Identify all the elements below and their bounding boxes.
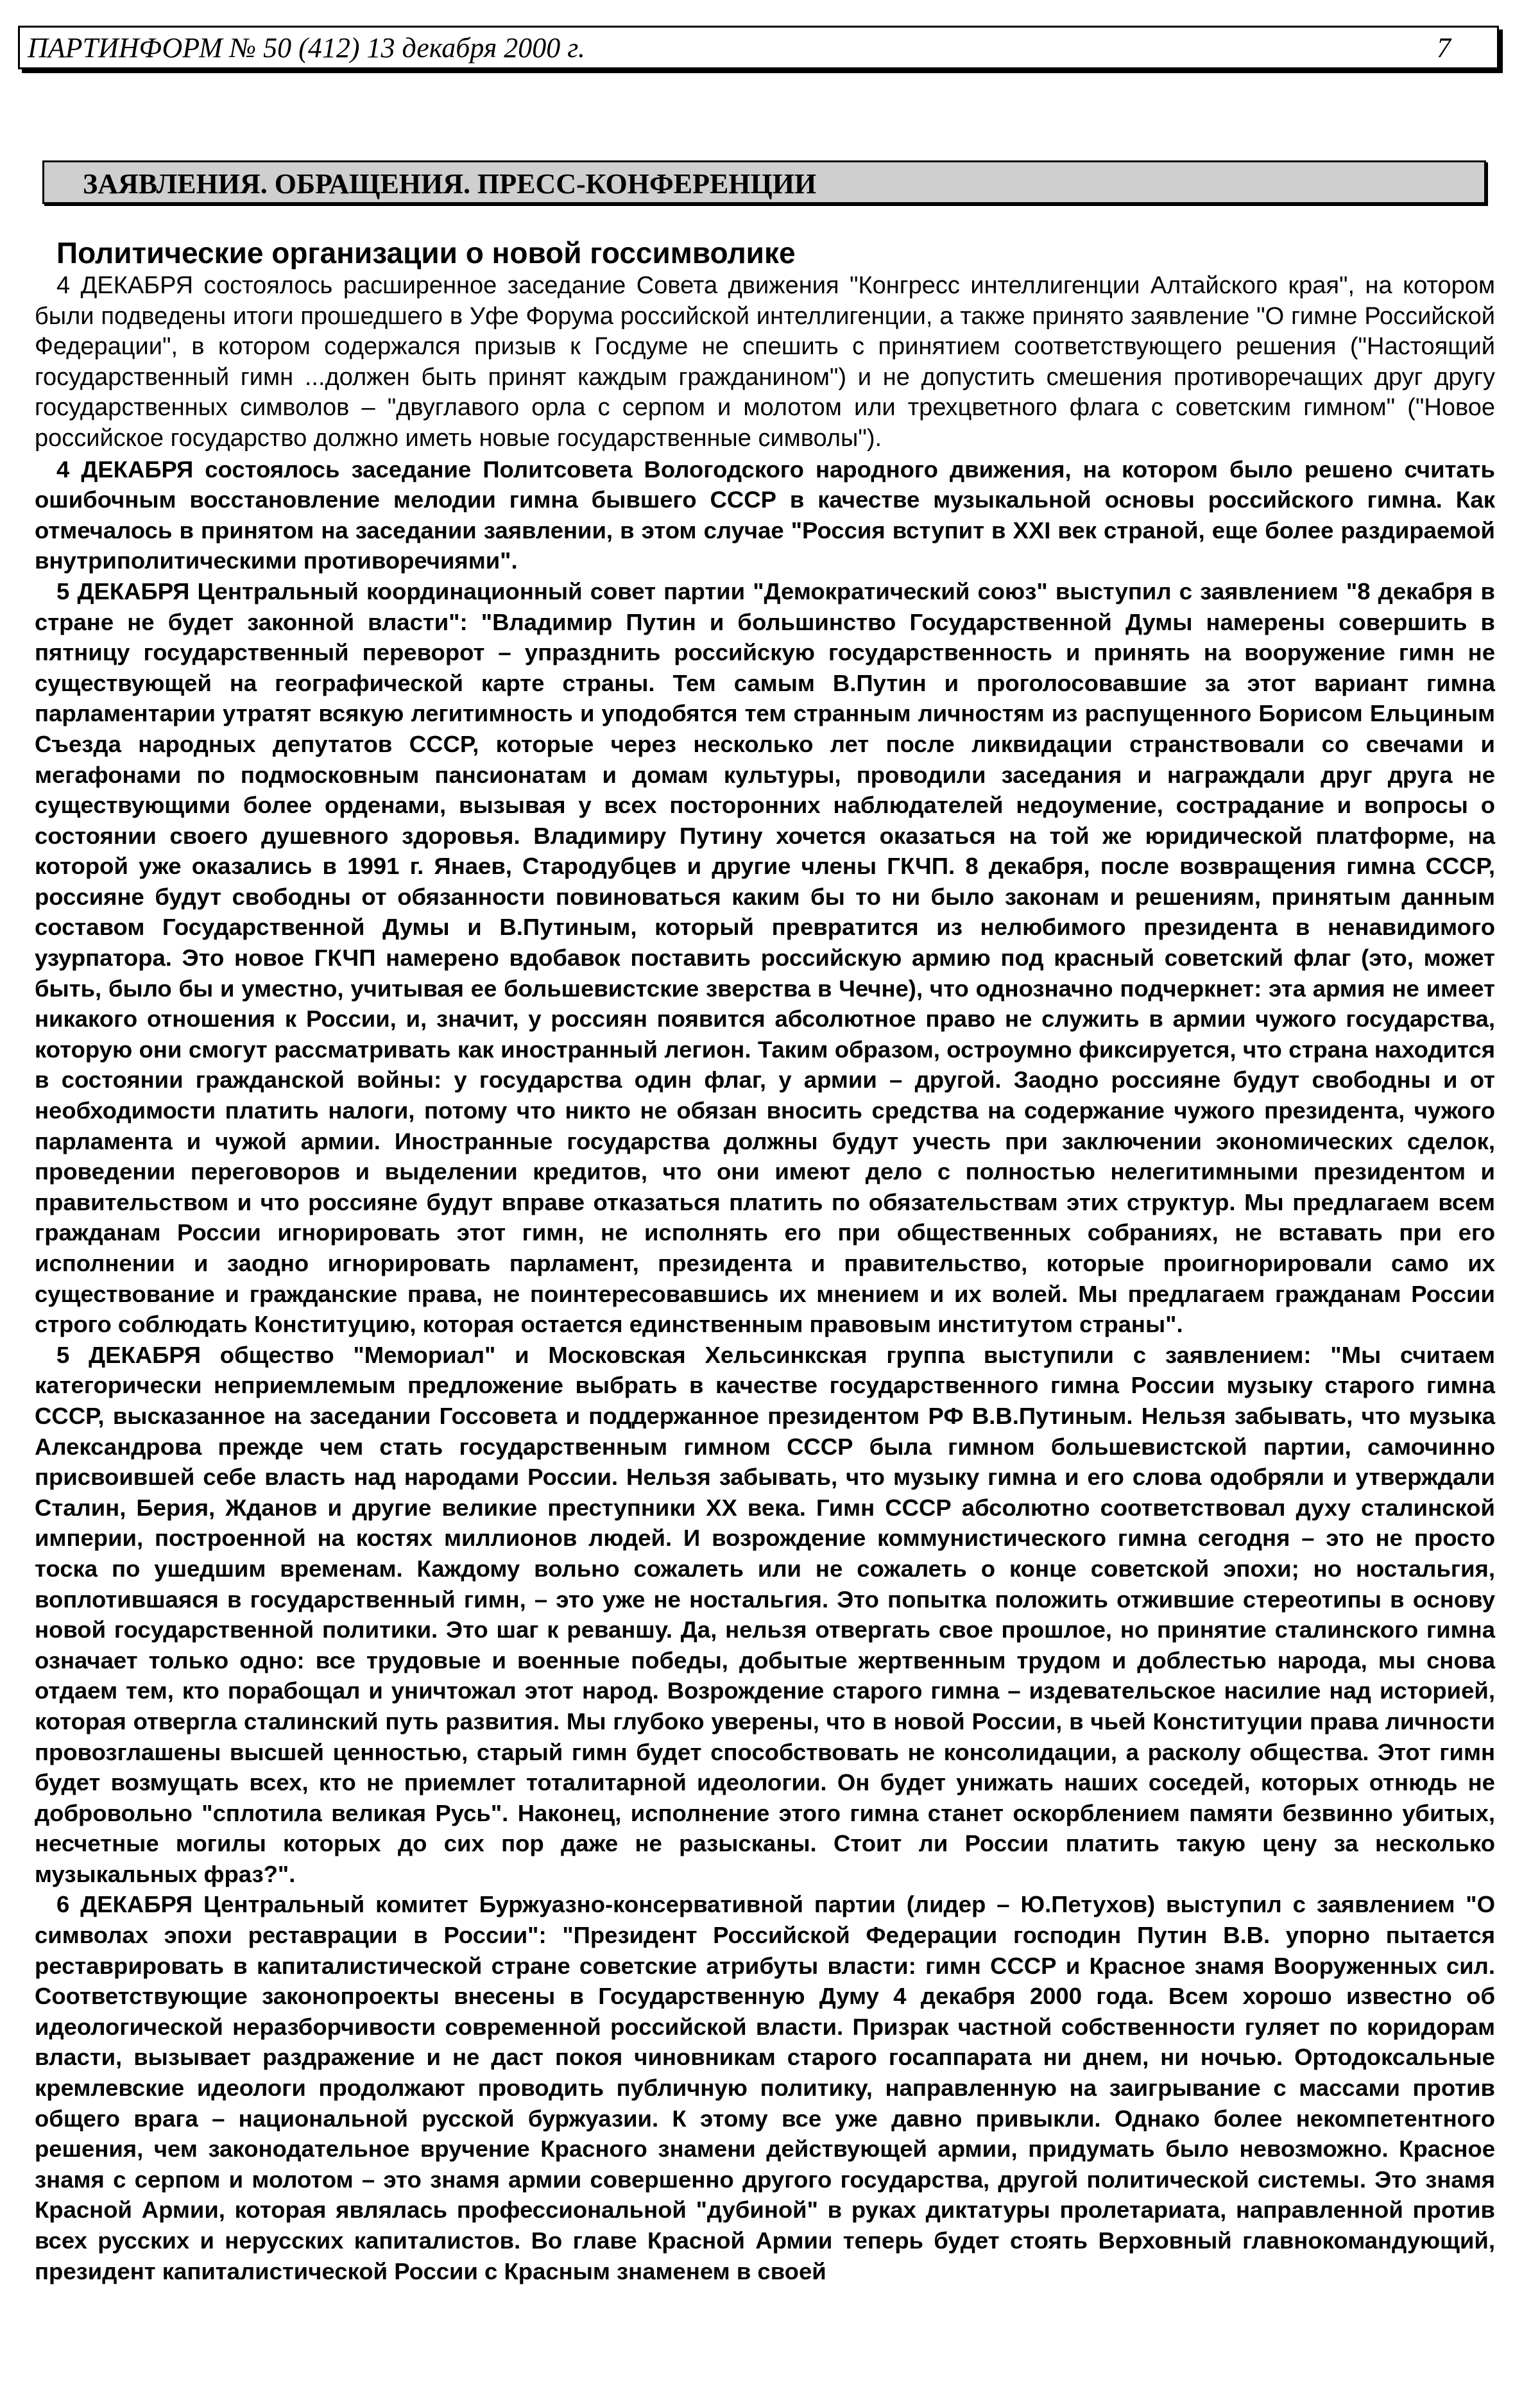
paragraph: 4 ДЕКАБРЯ состоялось заседание Политсовета Вологодского народного движения, на котором было решено считать ошибочным восстановление мелодии гимна бывшего СССР в качестве музыкальной основы российского гимна. Как отмечалось в принятом на заседании заявлении, в этом случае "Россия вступит в XXI век страной, еще более раздираемой внутриполитическими противоречиями".	[35, 456, 1495, 574]
section-title: ЗАЯВЛЕНИЯ. ОБРАЩЕНИЯ. ПРЕСС-КОНФЕРЕНЦИИ	[83, 168, 817, 200]
article	[35, 235, 1495, 2286]
paragraph: 5 ДЕКАБРЯ общество "Мемориал" и Московская Хельсинкская группа выступили с заявлением: "Мы считаем категорически неприемлемым предложение выбрать в качестве государственного гимна России музыку старого гимна СССР, высказанное на заседании Госсовета и поддержанное президентом РФ В.В.Путиным. Нельзя забывать, что музыка Александрова прежде чем стать государственным гимном СССР была гимном большевистской партии, самочинно присвоившей себе власть над народами России. Нельзя забывать, что музыку гимна и его слова одобряли и утверждали Сталин, Берия, Жданов и другие великие преступники XX века. Гимн СССР абсолютно соответствовал духу сталинской империи, построенной на костях миллионов людей. И возрождение коммунистического гимна сегодня – это не просто тоска по ушедшим временам. Каждому вольно сожалеть или не сожалеть о конце советской эпохи; но ностальгия, воплотившаяся в государственный гимн, – это уже не ностальгия. Это попытка положить отжившие стереотипы в основу новой государственной политики. Это шаг к реваншу. Да, нельзя отвергать свое прошлое, но принятие сталинского гимна означает только одно: все трудовые и военные победы, добытые жертвенным трудом и доблестью народа, мы снова отдаем тем, кто порабощал и уничтожал этот народ. Возрождение старого гимна – издевательское насилие над историей, которая отвергла сталинский путь развития. Мы глубоко уверены, что в новой России, в чьей Конституции права личности провозглашены высшей ценностью, старый гимн будет способствовать не консолидации, а расколу общества. Этот гимн будет возмущать всех, кто не приемлет тоталитарной идеологии. Он будет унижать наших соседей, которых отнюдь не добровольно "сплотила великая Русь". Наконец, исполнение этого гимна станет оскорблением памяти безвинно убитых, несчетные могилы которых до сих пор даже не разысканы. Стоит ли России платить такую цену за несколько музыкальных фраз?".	[35, 1341, 1495, 1887]
section-banner	[42, 160, 1486, 204]
publication-title: ПАРТИНФОРМ № 50 (412) 13 декабря 2000 г.	[28, 32, 585, 64]
page-header	[18, 26, 1499, 69]
paragraph: 4 ДЕКАБРЯ состоялось расширенное заседание Совета движения "Конгресс интеллигенции Алтайского края", на котором были подведены итоги прошедшего в Уфе Форума российской интеллигенции, а также принято заявление "О гимне Российской Федерации", в котором содержался призыв к Госдуме не спешить с принятием соответствующего решения ("Настоящий государственный гимн ...должен быть принят каждым гражданином") и не допустить смешения противоречащих друг другу государственных символов – "двуглавого орла с серпом и молотом или трехцветного флага с советским гимном" ("Новое российское государство должно иметь новые государственные символы").	[35, 272, 1495, 452]
paragraph: 5 ДЕКАБРЯ Центральный координационный совет партии "Демократический союз" выступил с заявлением "8 декабря в стране не будет законной власти": "Владимир Путин и большинство Государственной Думы намерены совершить в пятницу государственный переворот – упразднить российскую государственность и принять на вооружение гимн не существующей на географической карте страны. Тем самым В.Путин и проголосовавшие за этот вариант гимна парламентарии утратят всякую легитимность и уподобятся тем странным личностям из распущенного Борисом Ельциным Съезда народных депутатов СССР, которые через несколько лет после ликвидации странствовали со свечами и мегафонами по подмосковным пансионатам и домам культуры, проводили заседания и награждали друг друга не существующими более орденами, вызывая у всех посторонних наблюдателей недоумение, сострадание и вопросы о состоянии своего душевного здоровья. Владимиру Путину хочется оказаться на той же юридической платформе, на которой уже оказались в 1991 г. Янаев, Стародубцев и другие члены ГКЧП. 8 декабря, после возвращения гимна СССР, россияне будут свободны от обязанности повиноваться каким бы то ни было законам и решениям, принятым данным составом Государственной Думы и В.Путиным, который превратится из нелюбимого президента в ненавидимого узурпатора. Это новое ГКЧП намерено вдобавок поставить российскую армию под красный советский флаг (это, может быть, было бы и уместно, учитывая ее большевистские зверства в Чечне), что однозначно подчеркнет: эта армия не имеет никакого отношения к России, и, значит, у россиян появится абсолютное право не служить в армии чужого государства, которую они смогут рассматривать как иностранный легион. Таким образом, остроумно фиксируется, что страна находится в состоянии гражданской войны: у государства один флаг, у армии – другой. Заодно россияне будут свободны и от необходимости платить налоги, потому что никто не обязан вносить средства на содержание чужого президента, чужого парламента и чужой армии. Иностранные государства должны будут учесть при заключении экономических сделок, проведении переговоров и выделении кредитов, что они имеют дело с полностью нелегитимными президентом и правительством и что россияне будут вправе отказаться платить по обязательствам этих структур. Мы предлагаем всем гражданам России игнорировать этот гимн, не исполнять его при общественных собраниях, не вставать при его исполнении и заодно игнорировать парламент, президента и правительство, которые проигнорировали само их существование и гражданские права, не поинтересовавшись их мнением и их волей. Мы предлагаем гражданам России строго соблюдать Конституцию, которая остается единственным правовым институтом страны".	[35, 578, 1495, 1338]
page-number: 7	[1437, 32, 1451, 64]
paragraph: 6 ДЕКАБРЯ Центральный комитет Буржуазно-консервативной партии (лидер – Ю.Петухов) выступил с заявлением "О символах эпохи реставрации в России": "Президент Российской Федерации господин Путин В.В. упорно пытается реставрировать в капиталистической стране советские атрибуты власти: гимн СССР и Красное знамя Вооруженных сил. Соответствующие законопроекты внесены в Государственную Думу 4 декабря 2000 года. Всем хорошо известно об идеологической неразборчивости современной российской власти. Призрак частной собственности гуляет по коридорам власти, вызывает раздражение и не даст покоя чиновникам старого госаппарата ни днем, ни ночью. Ортодоксальные кремлевские идеологи продолжают проводить публичную политику, направленную на заигрывание с массами против общего врага – национальной русской буржуазии. К этому все уже давно привыкли. Однако более некомпетентного решения, чем законодательное вручение Красного знамени действующей армии, придумать было невозможно. Красное знамя с серпом и молотом – это знамя армии совершенно другого государства, другой политической системы. Это знамя Красной Армии, которая являлась профессиональной "дубиной" в руках диктатуры пролетариата, направленной против всех русских и нерусских капиталистов. Во главе Красной Армии теперь будет стоять Верховный главнокомандующий, президент капиталистической России с Красным знаменем в своей	[35, 1891, 1495, 2284]
article-title: Политические организации о новой госсимволике	[56, 236, 796, 270]
